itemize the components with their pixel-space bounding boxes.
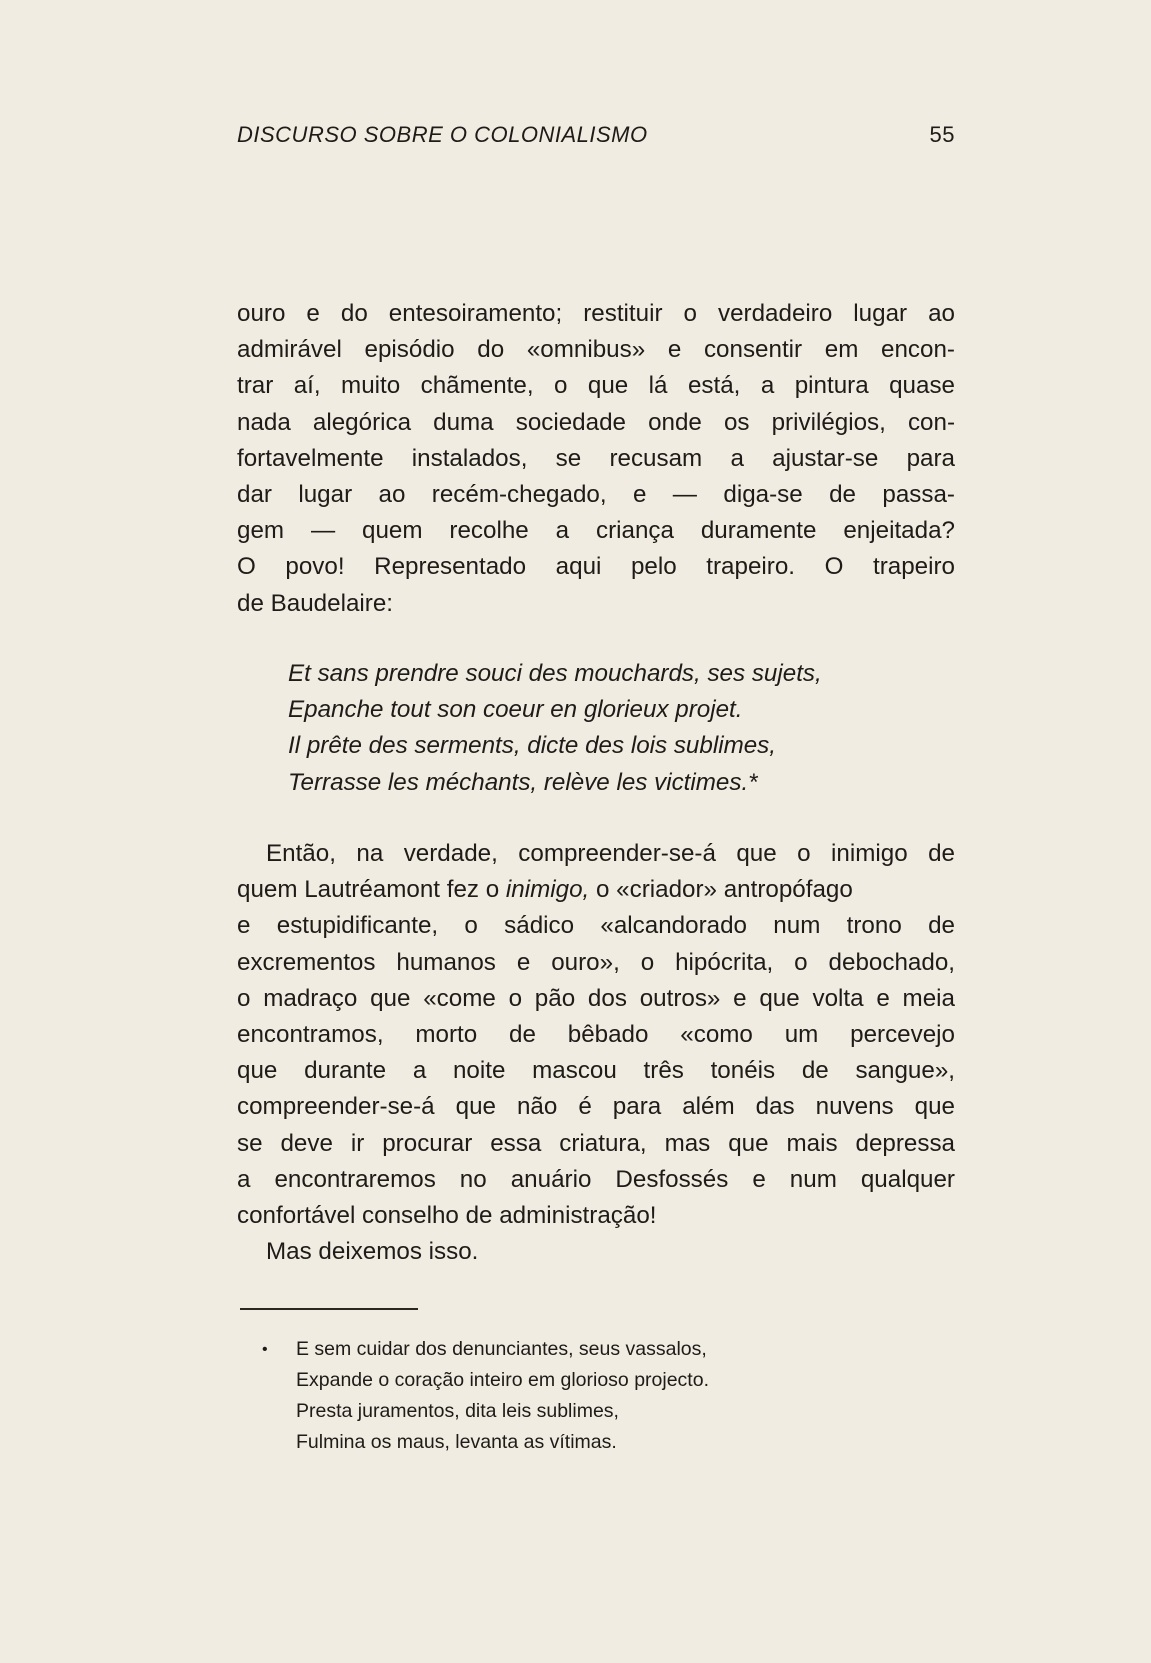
text-line: encontramos, morto de bêbado «como um percevejo	[237, 1021, 955, 1049]
footnote-line: Expande o coração inteiro em glorioso projecto.	[296, 1369, 709, 1391]
footnote	[262, 1334, 942, 1458]
text-line: nada alegórica duma sociedade onde os privilégios, con-	[237, 408, 955, 436]
text-line: excrementos humanos e ouro», o hipócrita, o debochado,	[237, 948, 955, 976]
text-line: a encontraremos no anuário Desfossés e num qualquer	[237, 1165, 955, 1193]
text-line: confortável conselho de administração!	[237, 1202, 657, 1230]
text-line: Então, na verdade, compreender-se-á que o inimigo de	[266, 840, 955, 867]
footnote-marker: •	[262, 1341, 268, 1358]
emphasis: inimigo,	[505, 876, 590, 904]
paragraph-3: Mas deixemos isso.	[266, 1238, 479, 1266]
running-title: DISCURSO SOBRE O COLONIALISMO	[237, 122, 648, 147]
text-line: de Baudelaire:	[237, 589, 393, 617]
verse-line: Epanche tout son coeur en glorieux projet.	[288, 696, 743, 724]
text-line: o madraço que «come o pão dos outros» e que volta e meia	[237, 984, 955, 1012]
text-fragment: quem Lautréamont fez o inimigo, o «criador» antropófago	[237, 876, 853, 904]
text-line: trar aí, muito chãmente, o que lá está, a pintura quase	[237, 372, 955, 400]
text-line: compreender-se-á que não é para além das nuvens que	[237, 1093, 955, 1121]
verse-line: Terrasse les méchants, relève les victimes.*	[288, 768, 758, 796]
footnote-line: Fulmina os maus, levanta as vítimas.	[296, 1431, 617, 1453]
footnote-line: E sem cuidar dos denunciantes, seus vassalos,	[296, 1338, 707, 1360]
footnote-divider	[240, 1308, 418, 1310]
text-line: que durante a noite mascou três tonéis de sangue»,	[237, 1057, 955, 1085]
verse-line: Il prête des serments, dicte des lois sublimes,	[288, 732, 776, 760]
text-line	[237, 872, 955, 908]
footnote-line: Presta juramentos, dita leis sublimes,	[296, 1400, 619, 1422]
text-line: dar lugar ao recém-chegado, e — diga-se de passa-	[237, 481, 955, 509]
text-line: fortavelmente instalados, se recusam a ajustar-se para	[237, 444, 955, 472]
verse-quote	[288, 656, 968, 801]
text-line: e estupidificante, o sádico «alcandorado num trono de	[237, 912, 955, 940]
text-line: ouro e do entesoiramento; restituir o verdadeiro lugar ao	[237, 300, 955, 327]
text-line: admirável episódio do «omnibus» e consentir em encon-	[237, 336, 955, 364]
page-header	[237, 122, 955, 148]
paragraph-1	[237, 296, 955, 622]
text-line: gem — quem recolhe a criança duramente enjeitada?	[237, 517, 955, 545]
text-line: se deve ir procurar essa criatura, mas que mais depressa	[237, 1129, 955, 1157]
paragraph-2	[237, 836, 955, 1270]
verse-line: Et sans prendre souci des mouchards, ses sujets,	[288, 660, 822, 687]
page-number: 55	[929, 122, 955, 147]
text-line: O povo! Representado aqui pelo trapeiro. O trapeiro	[237, 553, 955, 581]
